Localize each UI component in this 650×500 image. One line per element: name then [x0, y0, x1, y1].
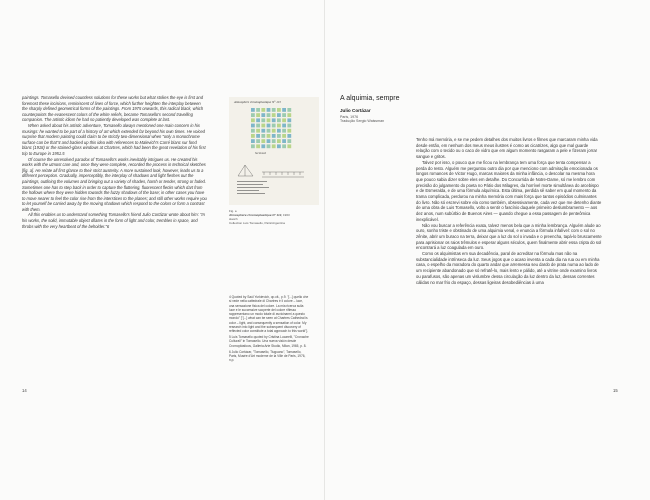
footnote: 6 Julio Cortázar, "Tomasello, Tiuguano", Tomasello, Paris, Musée d'Art moderne de la Ville de Paris, 1976, n.p. — [229, 349, 306, 363]
sketch-cell — [256, 139, 260, 143]
sketch-cell — [251, 144, 255, 148]
sketch-cell — [272, 124, 276, 128]
sketch-cell — [277, 124, 281, 128]
sketch-cell — [261, 108, 265, 112]
gutter — [324, 0, 325, 500]
sketch-cell — [282, 124, 286, 128]
sketch-cell — [287, 139, 291, 143]
sketch-cell — [282, 139, 286, 143]
sketch-cell — [287, 113, 291, 117]
sketch-cell — [282, 129, 286, 133]
right-paragraph: Talvez por isso, o pouco que me ficou na lembrança tem uma força que tenta compensar a perda do resto. Alguém me perguntou outro dia por que menciono com admiração emocionada os longos romances de Victor Hugo, marcas maiores da minha infância, o descolar na mesma hora que pouco sabia dizer sobre eles em detalhe. Do Concurrida de Notre-Dame, só me lembro com precisão do julgamento do poeta no Pátio dos Milagres, da horrível morte simultânea do arcebispo e de Esmeralda, e de uma fórmula alquímica. Esta última, perdida sê saber em qual momento da trama complicada, perdurou na minha memória com mais força que tantos episódios culminantes do livro. Não só escrevi sobre ela como também, obsessivamente, cada vez que me detenho diante de uma obra de Luis Tomasello, volto a sentir o fascínio daquele primeiro deslumbramento — aos dez anos, num subúrbio de Buenos Aires — quando chegue a essa passagem de penteômica inexplicável. — [416, 159, 602, 222]
sketch-cell — [277, 134, 281, 138]
sketch-cell — [261, 124, 265, 128]
footnote: 5 Luis Tomasello quoted by Cristina Lucarelli, "Cronache Culturali" in Tomasello. Una nueva visión desde Cromoplásticos, Galleria Arte Studio, Milan, 1965, p. 8. — [229, 335, 309, 348]
sketch-cell — [277, 129, 281, 133]
sketch-cell — [256, 118, 260, 122]
caption-line: Collection Luis Tomasello, Paris/Argentina — [229, 221, 285, 225]
sketch-cell — [261, 139, 265, 143]
sketch-cell — [287, 144, 291, 148]
sketch-cell — [282, 108, 286, 112]
article-meta: Tradução Sergio Waissman — [340, 119, 385, 124]
sketch-cell — [282, 144, 286, 148]
sketch-cell — [267, 129, 271, 133]
right-page-text — [416, 137, 602, 285]
sketch-cell — [287, 134, 291, 138]
left-paragraph: Of course the unresolved paradox of Tomasello's works inevitably intrigues us. He created his works with the utmost care and, once they were complete, recorded the process in technical sketches [fig. a]. He relate all first glance to their strict austerity. A more sustained look, however, leads us to a different perception. Gradually, imperceptibly, the interplay of shadows and light fleshes out the paintings, outlining the volumes and bringing out a variety of shades, harsh or tender, strong or faded. Sometimes one has to step back in order to capture the fluttering, fluorescent flecks which dart from the hollows where they were hidden towards the fuzzy shadows of the base; in other cases you have to move nearer to feel the color rise from the interstices to the planes; and still other works require you to let yourself be carried away by the moving shadows which respond to the colors or form a contrast with them. — [22, 156, 207, 212]
sketch-cell — [256, 108, 260, 112]
sketch-cell — [251, 124, 255, 128]
sketch-cell — [267, 144, 271, 148]
sketch-cell — [256, 134, 260, 138]
right-paragraph: Como os alquimistas em sua decadência, paral de acreditar na fórmula mas não na substancialidade intrínseca da luz. Seus jogos que o acaso inventa a cada dia na rua ou em minha casa, o espelho da moradora do quarto andar que arremessa seu dardo de prata numa ao lado de um recipiente abandonado que só refratê-lo, mais lento e pálido, até a vitrine onde examino livros ou parafusos, são apenas um vislumbre dessa circulação da luz dentro da luz, dessas correntes cálidas no mar frio do espaço, dessas ligeiras desobediências à uma — [416, 251, 600, 285]
sketch-cell — [272, 113, 276, 117]
left-paragraph: paintings. Tomasello devised countless solutions for these works but what strikes the eye is first and foremost these incisions, reminiscent of lines of force, which further heighten the interplay between the sharply defined geometrical forms of the paintings. From 1975 onwards, this radical black, which counterpoints the evanescent colors of the white reliefs, became Tomasello's second travelling companion. The artistic idiom he had so patiently developed was complete at last. — [22, 95, 204, 123]
sketch-cell — [277, 118, 281, 122]
left-page-text — [22, 95, 207, 229]
sketch-cell — [256, 144, 260, 148]
figure-caption — [229, 209, 319, 225]
page-number-left: 14 — [22, 388, 27, 393]
sketch-cell — [277, 113, 281, 117]
sketch-cell — [261, 134, 265, 138]
sketch-cell — [251, 108, 255, 112]
sketch-cell — [282, 134, 286, 138]
sketch-cell — [256, 124, 260, 128]
footnotes — [229, 295, 309, 364]
sketch-cell — [272, 134, 276, 138]
caption-title: Atmosphère chromoplastique N° 113, — [229, 213, 283, 217]
right-paragraph: Tenho má memória, e se me pedem detalhes dos muitos livros e filmes que marcaram minha vida desde então, em nenhum dos meus meus ilustres é como as cicatrizes, algo que mal guarde relação com o tecido ou o caco de vidro que em algum momento rasgaram a pele e fizeram jorrar sangue e gritos. — [416, 137, 598, 160]
sketch-cell — [256, 113, 260, 117]
sketch-cell — [251, 134, 255, 138]
sketch-cell — [251, 118, 255, 122]
sketch-cell — [272, 118, 276, 122]
sketch-cell — [272, 144, 276, 148]
left-paragraph: When asked about his artistic adventure, Tomasello always mentioned one main concern in his musings: he wanted to be part of a history of art which extended far beyond his own times. He voiced surprise that modern painting could claim to be strictly two-dimensional when "only a monochrome surface can be that"4 and backed up this idea with references to Malevich's Carré blanc sur fond blanc (1918) or the stained-glass windows at Chartres, which had been the great revelation of his first trip to Europe in 1951.5 — [22, 122, 206, 156]
sketch-cell — [267, 118, 271, 122]
sketch-cell — [267, 134, 271, 138]
sketch-cell — [287, 124, 291, 128]
sketch-cell — [261, 113, 265, 117]
right-paragraph: Não vou buscar a referência exata, talvez menos bela que a minha lembrança. Alguém alude ao ouro, sonho triste e obstinado de uma alquimia venal, e enuncia a fórmula infalível: com o sol no zênite, abrir um buraco na terra, deixar que a luz do sol o invada e o preencha, tapá-lo bruscamente para aprisionar os raios trêmulos e esperar alguns séculos, quem finalmente abrir essa cripta do sol encontrará a luz coagulada em ouro. — [416, 222, 602, 251]
sketch-title: Atmosphère chromoplastique N° 113 — [234, 100, 281, 104]
sketch-cell — [287, 108, 291, 112]
sketch-cell — [282, 118, 286, 122]
sketch-cell — [267, 113, 271, 117]
article-meta: Paris, 1976 — [340, 114, 359, 119]
left-paragraph: All this enables us to understand something Tomasello's friend Julio Cortázar wrote about him: "In his works, the solid, immutable object dilates in the form of light and color, trembles in space, and throbs with the very heartbeat of the beholder."6 — [22, 212, 205, 229]
sketch-cell — [272, 139, 276, 143]
footnote: 4 Quoted by Saúl Yurkievich, op.cit., p.9. "[...] quello che si vede nella cattedrale di Chartres è il colore – luce, una sensazione fisica del colore. La mia ricerca sulla luce e le successive scoperte del colore riflesso rappresentano un modo totale di avvicinarmi a questo mondo" ["[...] what can be seen at Chartres Cathedral is color – light, and consequently a sensation of color. My research into light and the subsequent discovery of reflected color constitute a total approach to this world"]. — [229, 295, 309, 334]
page-number-right: 15 — [613, 388, 618, 393]
caption-year: 1963 — [283, 213, 290, 217]
article-title: A alquimia, sempre — [340, 95, 400, 102]
sketch-cell — [256, 129, 260, 133]
sketch-cell — [287, 129, 291, 133]
sketch-cell — [277, 108, 281, 112]
sketch-cell — [261, 118, 265, 122]
sketch-cell — [287, 118, 291, 122]
sketch-cell — [267, 108, 271, 112]
sketch-note: Sectioned — [255, 152, 266, 155]
sketch-cell — [267, 139, 271, 143]
sketch-cell — [261, 144, 265, 148]
sketch-cell — [251, 113, 255, 117]
article-author: Julio Cortázar — [340, 108, 371, 113]
technical-sketch-figure — [229, 97, 319, 205]
article-header — [340, 95, 460, 124]
sketch-cell — [272, 108, 276, 112]
sketch-cell — [282, 113, 286, 117]
caption-line: sketch — [229, 217, 238, 221]
sketch-cell — [251, 129, 255, 133]
sketch-cell — [277, 144, 281, 148]
sketch-cell — [272, 129, 276, 133]
caption-label: Fig. a — [229, 209, 237, 213]
sketch-cell — [277, 139, 281, 143]
sketch-cell — [251, 139, 255, 143]
sketch-cell — [261, 129, 265, 133]
sketch-cell — [267, 124, 271, 128]
